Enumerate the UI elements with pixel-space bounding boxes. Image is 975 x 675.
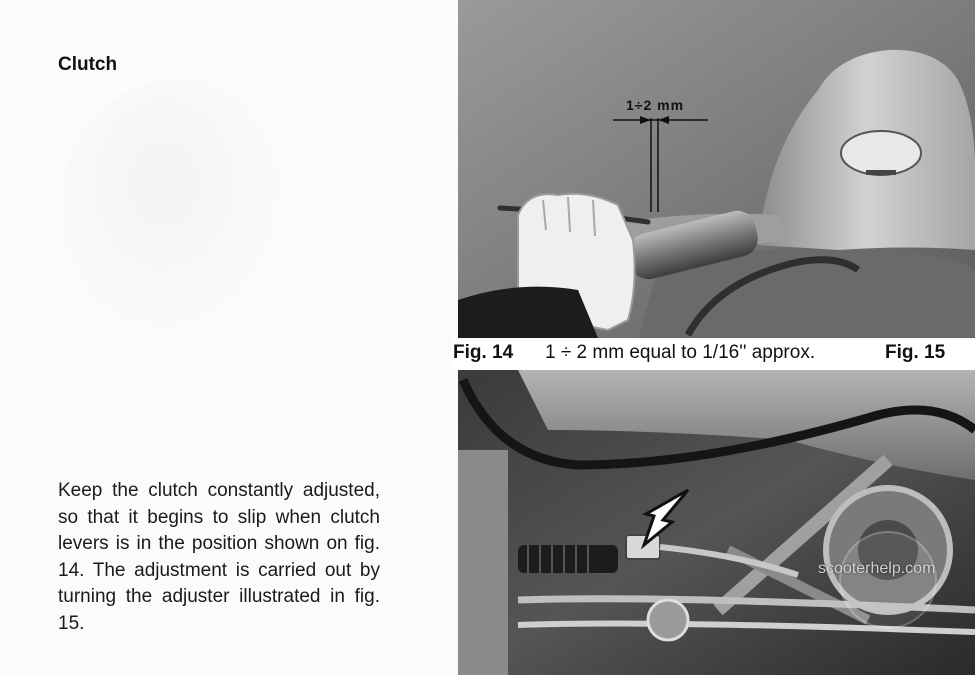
figure-caption: 1 ÷ 2 mm equal to 1/16'' approx. [545,342,816,363]
bolt-shape [648,600,688,640]
sleeve-shape [458,287,598,338]
speedometer-icon [841,131,921,175]
section-heading: Clutch [58,54,118,75]
watermark-logo-icon [840,532,936,628]
body-paragraph: Keep the clutch constantly adjusted, so that it begins to slip when clutch levers is in the position shown on fig. 14. The adjustment is carried out by turning the adjuster illustrated in fig. 15. [58,480,380,634]
ribbed-sleeve [518,545,618,573]
watermark-text: scooterhelp.com [818,560,936,577]
bleed-through-shadow [60,80,290,340]
fig15-label: Fig. 15 [885,342,946,363]
fig14-photo [458,0,975,338]
fig15-photo [458,370,975,675]
frame-panel [458,450,508,675]
dimension-label: 1÷2 mm [626,97,685,113]
fig14-label: Fig. 14 [453,342,514,363]
